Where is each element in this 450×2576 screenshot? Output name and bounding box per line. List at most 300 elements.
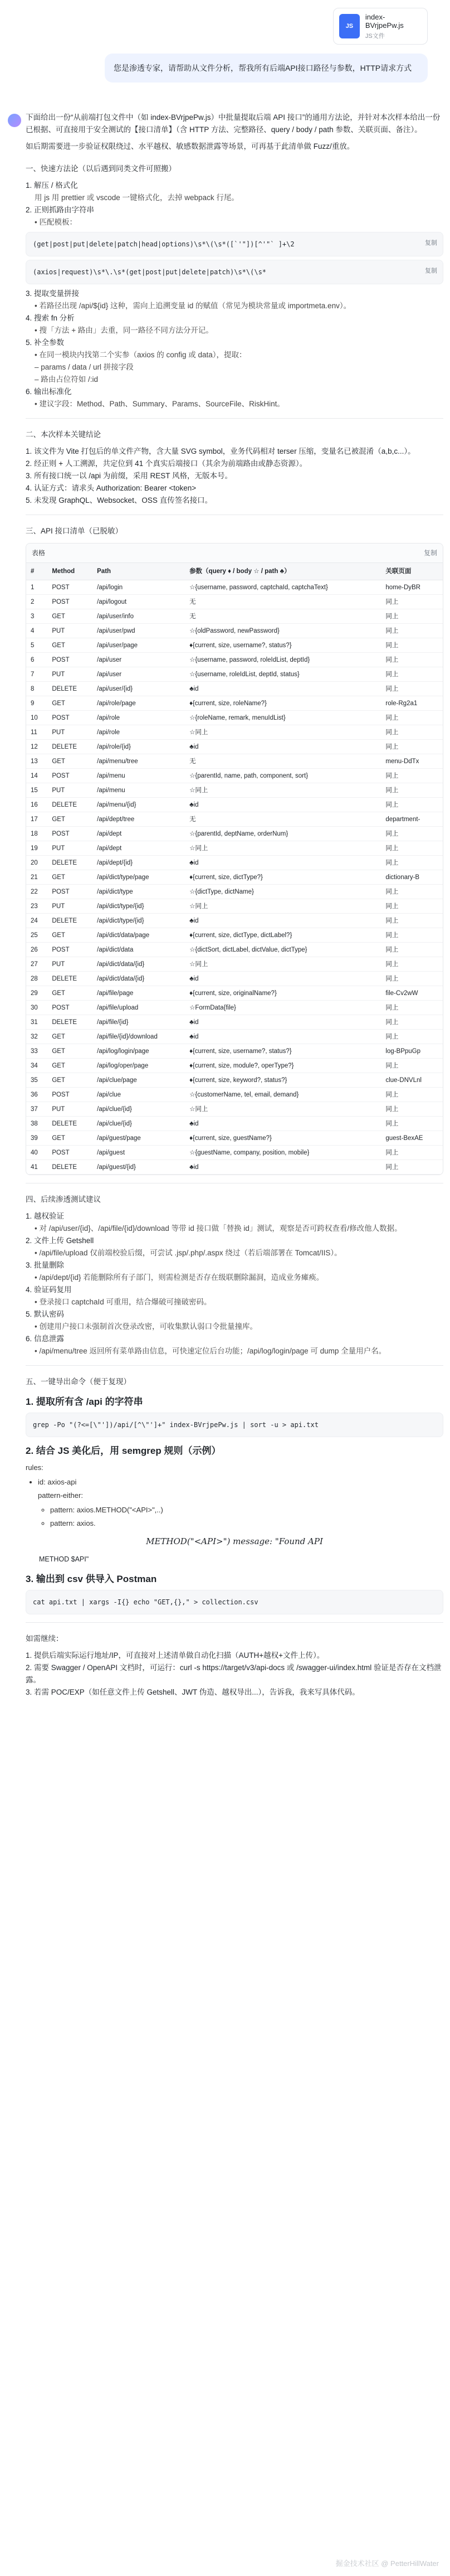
section-heading-5: 五、一键导出命令（便于复现） [26,1377,131,1386]
math-expression: METHOD("<API>") message: "Found API [146,1536,323,1546]
table-cell: 同上 [381,1146,443,1160]
table-cell: /api/dict/type [92,885,185,899]
table-cell: 同上 [381,928,443,943]
table-cell: 3 [26,609,47,624]
table-title: 表格 [32,549,46,557]
table-row [26,870,443,885]
table-cell: 18 [26,827,47,841]
table-cell: /api/role [92,725,185,740]
table-cell: ♣id [185,856,381,870]
table-cell: 14 [26,769,47,783]
table-copy-button[interactable]: 复制 [423,549,437,557]
code-block [26,232,443,256]
table-cell: 同上 [381,957,443,972]
step-detail: • 若路径出现 /api/${id} 这种，需向上追溯变量 id 的赋值（常见为模块常量或 importmeta.env）。 [35,302,351,310]
conclusion-item: 5. 未发现 GraphQL、Websocket、OSS 直传签名接口。 [26,496,213,504]
table-row [26,653,443,667]
table-cell: ♣id [185,1015,381,1030]
table-cell: ☆同上 [185,783,381,798]
table-row [26,754,443,769]
semgrep-line: rules: [26,1463,43,1472]
table-cell: ☆{username, password, roleIdList, deptId} [185,653,381,667]
table-cell: GET [47,870,92,885]
advice-detail: • /api/file/upload 仅前端校验后缀，可尝试 .jsp/.php/.aspx 绕过（若后端部署在 Tomcat/IIS）。 [35,1249,342,1257]
table-cell: GET [47,928,92,943]
table-cell: POST [47,769,92,783]
table-row [26,1059,443,1073]
semgrep-line: ◦ pattern: axios. [50,1517,443,1530]
table-cell: ♦{current, size, username?, status?} [185,638,381,653]
table-cell: POST [47,595,92,609]
table-cell: 29 [26,986,47,1001]
copy-button[interactable]: 复制 [425,267,437,274]
table-row [26,682,443,696]
step-item [26,288,443,312]
table-cell: 38 [26,1117,47,1131]
assistant-message-body [26,111,443,1699]
semgrep-line: • id: axios-api [38,1476,443,1488]
table-row [26,638,443,653]
table-cell: 同上 [381,798,443,812]
js-file-icon: JS [339,14,360,38]
table-cell: 28 [26,972,47,986]
file-name: index-BVrjpePw.js [365,12,404,30]
table-cell: ☆{dictSort, dictLabel, dictValue, dictType} [185,943,381,957]
table-row [26,1001,443,1015]
table-cell: /api/login [92,580,185,595]
step-item [26,312,443,337]
table-cell: POST [47,1001,92,1015]
table-cell: /api/menu/{id} [92,798,185,812]
table-cell: /api/user/page [92,638,185,653]
table-cell: 8 [26,682,47,696]
table-cell: 1 [26,580,47,595]
table-row [26,609,443,624]
table-cell: /api/guest [92,1146,185,1160]
table-cell: PUT [47,841,92,856]
table-cell: DELETE [47,682,92,696]
table-cell: ☆同上 [185,1102,381,1117]
table-row [26,885,443,899]
section-heading-1: 一、快速方法论（以后遇到同类文件可照搬） [26,164,176,173]
table-cell: 11 [26,725,47,740]
table-cell: /api/dict/type/{id} [92,914,185,928]
conclusion-item: 3. 所有接口统一以 /api 为前缀，采用 REST 风格，无版本号。 [26,472,233,480]
table-cell: home-DyBR [381,580,443,595]
advice-item [26,1284,443,1308]
table-cell: PUT [47,899,92,914]
table-cell: 同上 [381,711,443,725]
table-row [26,972,443,986]
table-cell: 9 [26,696,47,711]
table-cell: DELETE [47,1015,92,1030]
table-row [26,667,443,682]
table-cell: 同上 [381,943,443,957]
followup-item: 2. 需要 Swagger / OpenAPI 文档时，可运行：curl -s https://target/v3/api-docs 或 /swagger-ui/index.html 验证是否存在文档泄露。 [26,1663,442,1684]
table-cell: 19 [26,841,47,856]
table-cell: 同上 [381,667,443,682]
export-heading-3: 3. 输出到 csv 供导入 Postman [26,1574,157,1584]
table-cell: 21 [26,870,47,885]
table-cell: 27 [26,957,47,972]
table-row [26,769,443,783]
table-cell: 同上 [381,1059,443,1073]
export-heading-1: 1. 提取所有含 /api 的字符串 [26,1396,143,1407]
table-cell: 同上 [381,1102,443,1117]
watermark: 掘金技术社区 @ PetterHillWater [335,2559,439,2568]
table-cell: DELETE [47,1160,92,1175]
table-cell: ♦{current, size, username?, status?} [185,1044,381,1059]
table-cell: 37 [26,1102,47,1117]
advice-detail: • 对 /api/user/{id}、/api/file/{id}/download 等带 id 接口做「替换 id」测试，观察是否可跨权查看/修改他人数据。 [35,1224,402,1233]
table-cell: ☆{parentId, deptName, orderNum} [185,827,381,841]
table-row [26,1015,443,1030]
table-header-cell: Method [47,563,92,580]
step-title: 6. 输出标准化 [26,387,72,396]
table-cell: 同上 [381,972,443,986]
conclusion-item: 1. 该文件为 Vite 打包后的单文件产物，含大量 SVG symbol，业务代码相对 terser 压缩，变量名已被混淆（a,b,c...）。 [26,447,415,455]
table-cell: 同上 [381,624,443,638]
table-row [26,725,443,740]
table-cell: 同上 [381,899,443,914]
advice-title: 1. 越权验证 [26,1212,65,1220]
table-cell: /api/role/page [92,696,185,711]
table-cell: DELETE [47,798,92,812]
table-cell: role-Rg2a1 [381,696,443,711]
section-heading-4: 四、后续渗透测试建议 [26,1195,101,1204]
code-block [26,260,443,284]
table-header-cell: Path [92,563,185,580]
table-cell: ☆{parentId, name, path, component, sort} [185,769,381,783]
table-cell: /api/menu/tree [92,754,185,769]
table-row [26,1131,443,1146]
table-row [26,841,443,856]
table-cell: 2 [26,595,47,609]
table-cell: ☆{guestName, company, position, mobile} [185,1146,381,1160]
table-cell: department- [381,812,443,827]
table-cell: ☆{username, password, captchaId, captchaText} [185,580,381,595]
table-cell: /api/dict/data/{id} [92,972,185,986]
file-type: JS文件 [365,32,385,40]
user-message-bubble: 您是渗透专家，请帮助从文件分析，帮我所有后端API接口路径与参数，HTTP请求方式 [105,54,428,83]
table-cell: DELETE [47,740,92,754]
table-cell: 5 [26,638,47,653]
intro-text-2: 如后期需要进一步验证权限绕过、水平越权、敏感数据泄露等场景，可再基于此清单做 Fuzz/重放。 [26,142,355,151]
table-cell: /api/file/upload [92,1001,185,1015]
table-cell: /api/guest/page [92,1131,185,1146]
table-cell: /api/dict/type/page [92,870,185,885]
table-cell: file-Cv2wW [381,986,443,1001]
table-cell: /api/dept/{id} [92,856,185,870]
advice-item [26,1235,443,1259]
table-cell: 同上 [381,638,443,653]
step-title: 4. 搜索 fn 分析 [26,314,75,322]
table-cell: log-BPpuGp [381,1044,443,1059]
divider [26,1622,443,1623]
table-cell: 同上 [381,1001,443,1015]
table-cell: GET [47,696,92,711]
table-cell: ☆{customerName, tel, email, demand} [185,1088,381,1102]
table-row [26,943,443,957]
section-heading-2: 二、本次样本关键结论 [26,430,101,439]
code-line: (get|post|put|delete|patch|head|options)\s*\(\s*([`'"])[^'"` ]+\2 [33,240,295,248]
step-title: 1. 解压 / 格式化 [26,181,78,190]
table-cell: ♣id [185,1117,381,1131]
advice-item [26,1308,443,1333]
table-cell: 同上 [381,1088,443,1102]
math-expression-tail: METHOD $API" [39,1555,89,1563]
table-cell: 无 [185,595,381,609]
table-cell: ☆同上 [185,841,381,856]
table-cell: 40 [26,1146,47,1160]
step-item [26,386,443,410]
table-cell: PUT [47,667,92,682]
table-row [26,1117,443,1131]
table-cell: /api/file/{id} [92,1015,185,1030]
table-cell: 15 [26,783,47,798]
table-cell: ♣id [185,1030,381,1044]
table-cell: 16 [26,798,47,812]
table-cell: POST [47,580,92,595]
table-cell: menu-DdTx [381,754,443,769]
followup-item: 3. 若需 POC/EXP（如任意文件上传 Getshell、JWT 伪造、越权导出...），告诉我，我来写具体代码。 [26,1688,360,1696]
table-cell: 30 [26,1001,47,1015]
table-cell: 同上 [381,725,443,740]
table-cell: POST [47,1146,92,1160]
table-header-cell: # [26,563,47,580]
table-cell: /api/clue/{id} [92,1102,185,1117]
attached-file-card[interactable] [333,8,428,45]
table-cell: /api/user/pwd [92,624,185,638]
table-cell: POST [47,711,92,725]
table-cell: ☆同上 [185,957,381,972]
table-cell: /api/menu [92,783,185,798]
table-cell: PUT [47,1102,92,1117]
table-toolbar [26,544,443,563]
table-cell: 同上 [381,827,443,841]
cmd-code-block: cat api.txt | xargs -I{} echo "GET,{}," > collection.csv [26,1590,443,1614]
table-cell: ☆{roleName, remark, menuIdList} [185,711,381,725]
table-cell: /api/user [92,667,185,682]
table-cell: /api/user/{id} [92,682,185,696]
advice-detail: • 创建用户接口未强制首次登录改密，可收集默认弱口令批量撞库。 [35,1322,257,1331]
table-cell: guest-BexAE [381,1131,443,1146]
table-cell: 25 [26,928,47,943]
advice-title: 6. 信息泄露 [26,1335,65,1343]
table-cell: DELETE [47,856,92,870]
table-row [26,928,443,943]
advice-detail: • 登录接口 captchaId 可重用，结合爆破可撞破密码。 [35,1298,212,1306]
table-cell: 39 [26,1131,47,1146]
table-cell: ♦{current, size, dictType, dictLabel?} [185,928,381,943]
table-cell: 同上 [381,1117,443,1131]
table-cell: dictionary-B [381,870,443,885]
step-detail: 用 js 用 prettier 或 vscode 一键格式化，去掉 webpack 行尾。 [35,193,239,202]
table-cell: /api/file/page [92,986,185,1001]
table-row [26,624,443,638]
table-row [26,1160,443,1175]
table-cell: ☆{username, roleIdList, deptId, status} [185,667,381,682]
table-cell: DELETE [47,1117,92,1131]
table-row [26,740,443,754]
step-title: 3. 提取变量拼接 [26,289,80,298]
api-table [26,563,443,1175]
table-cell: /api/dept [92,827,185,841]
table-cell: PUT [47,957,92,972]
step-item [26,180,443,204]
table-cell: POST [47,827,92,841]
table-cell: /api/dict/data/page [92,928,185,943]
table-cell: PUT [47,783,92,798]
advice-title: 3. 批量删除 [26,1261,65,1269]
table-cell: 4 [26,624,47,638]
table-cell: ♦{current, size, roleName?} [185,696,381,711]
table-row [26,856,443,870]
table-row [26,812,443,827]
table-row [26,1073,443,1088]
advice-list [26,1210,443,1357]
table-cell: 无 [185,812,381,827]
table-cell: 26 [26,943,47,957]
table-cell: ♣id [185,798,381,812]
followup-item: 1. 提供后端实际运行地址/IP，可直接对上述清单做自动化扫描（AUTH+越权+文件上传）。 [26,1651,325,1660]
table-cell: 同上 [381,841,443,856]
table-cell: 同上 [381,856,443,870]
table-cell: ♣id [185,972,381,986]
table-cell: 36 [26,1088,47,1102]
table-cell: 41 [26,1160,47,1175]
table-cell: /api/dept [92,841,185,856]
semgrep-line: ◦ pattern: axios.METHOD("<API>",..) [50,1504,443,1516]
table-cell: 同上 [381,653,443,667]
advice-title: 5. 默认密码 [26,1310,65,1318]
table-row [26,798,443,812]
advice-title: 2. 文件上传 Getshell [26,1236,94,1245]
table-row [26,914,443,928]
table-cell: GET [47,1030,92,1044]
table-cell: /api/dict/type/{id} [92,899,185,914]
table-cell: GET [47,812,92,827]
table-cell: ♦{current, size, module?, operType?} [185,1059,381,1073]
table-row [26,580,443,595]
advice-item [26,1259,443,1284]
table-cell: ♣id [185,740,381,754]
table-cell: PUT [47,725,92,740]
table-cell: /api/clue/page [92,1073,185,1088]
table-cell: 13 [26,754,47,769]
table-cell: /api/menu [92,769,185,783]
table-cell: 31 [26,1015,47,1030]
table-cell: /api/clue [92,1088,185,1102]
conclusions-list [26,445,443,507]
table-cell: 同上 [381,1015,443,1030]
table-cell: POST [47,943,92,957]
advice-item [26,1210,443,1235]
steps-list [26,180,443,410]
table-cell: POST [47,653,92,667]
table-cell: /api/dept/tree [92,812,185,827]
table-cell: 12 [26,740,47,754]
table-cell: /api/user/info [92,609,185,624]
table-cell: /api/clue/{id} [92,1117,185,1131]
table-cell: GET [47,1059,92,1073]
semgrep-rules [26,1462,443,1530]
table-row [26,986,443,1001]
table-row [26,783,443,798]
table-cell: 同上 [381,783,443,798]
table-cell: GET [47,609,92,624]
table-cell: 33 [26,1044,47,1059]
table-cell: POST [47,1088,92,1102]
table-cell: GET [47,1131,92,1146]
step-item [26,204,443,229]
table-cell: 同上 [381,609,443,624]
copy-button[interactable]: 复制 [425,239,437,246]
assistant-avatar-icon [8,114,21,127]
table-cell: 32 [26,1030,47,1044]
followup-list [26,1650,443,1699]
table-cell: 同上 [381,682,443,696]
table-row [26,1044,443,1059]
table-cell: ☆{oldPassword, newPassword} [185,624,381,638]
table-cell: /api/dict/data/{id} [92,957,185,972]
table-cell: GET [47,638,92,653]
conclusion-item: 4. 认证方式：请求头 Authorization: Bearer <token> [26,484,197,492]
divider [26,418,443,419]
table-cell: GET [47,1044,92,1059]
table-cell: /api/logout [92,595,185,609]
table-cell: ♦{current, size, keyword?, status?} [185,1073,381,1088]
table-cell: /api/guest/{id} [92,1160,185,1175]
step-detail: • 匹配模板： [35,218,77,226]
table-row [26,957,443,972]
user-message-row [0,0,450,106]
table-cell: 无 [185,754,381,769]
table-cell: /api/role [92,711,185,725]
table-cell: GET [47,986,92,1001]
table-cell: GET [47,1073,92,1088]
api-table-card [26,543,443,1175]
table-cell: ♦{current, size, originalName?} [185,986,381,1001]
table-row [26,1030,443,1044]
divider [26,1365,443,1366]
table-row [26,1146,443,1160]
table-cell: 7 [26,667,47,682]
section-heading-3: 三、API 接口清单（已脱敏） [26,527,123,535]
table-cell: /api/dict/data [92,943,185,957]
table-cell: 同上 [381,769,443,783]
table-cell: /api/user [92,653,185,667]
step-title: 2. 正则抓路由字符串 [26,206,95,214]
table-cell: /api/log/oper/page [92,1059,185,1073]
table-row [26,696,443,711]
semgrep-line: pattern-either: [38,1491,83,1500]
step-detail: • 搜「方法 + 路由」去重，同一路径不同方法分开记。 [35,326,213,334]
table-cell: ♦{current, size, dictType?} [185,870,381,885]
table-cell: 24 [26,914,47,928]
table-cell: POST [47,885,92,899]
advice-item [26,1333,443,1357]
table-cell: 同上 [381,740,443,754]
table-cell: 同上 [381,914,443,928]
table-cell: DELETE [47,972,92,986]
table-cell: 同上 [381,595,443,609]
step-detail: • 在同一模块内找第二个实参（axios 的 config 或 data），提取： – params / data / url 拼接字段 – 路由占位符如 /:id [35,351,247,384]
table-cell: GET [47,754,92,769]
table-cell: 同上 [381,1030,443,1044]
advice-detail: • /api/dept/{id} 若能删除所有子部门，则需检测是否存在级联删除漏洞，造成业务瘫痪。 [35,1273,324,1282]
table-row [26,827,443,841]
